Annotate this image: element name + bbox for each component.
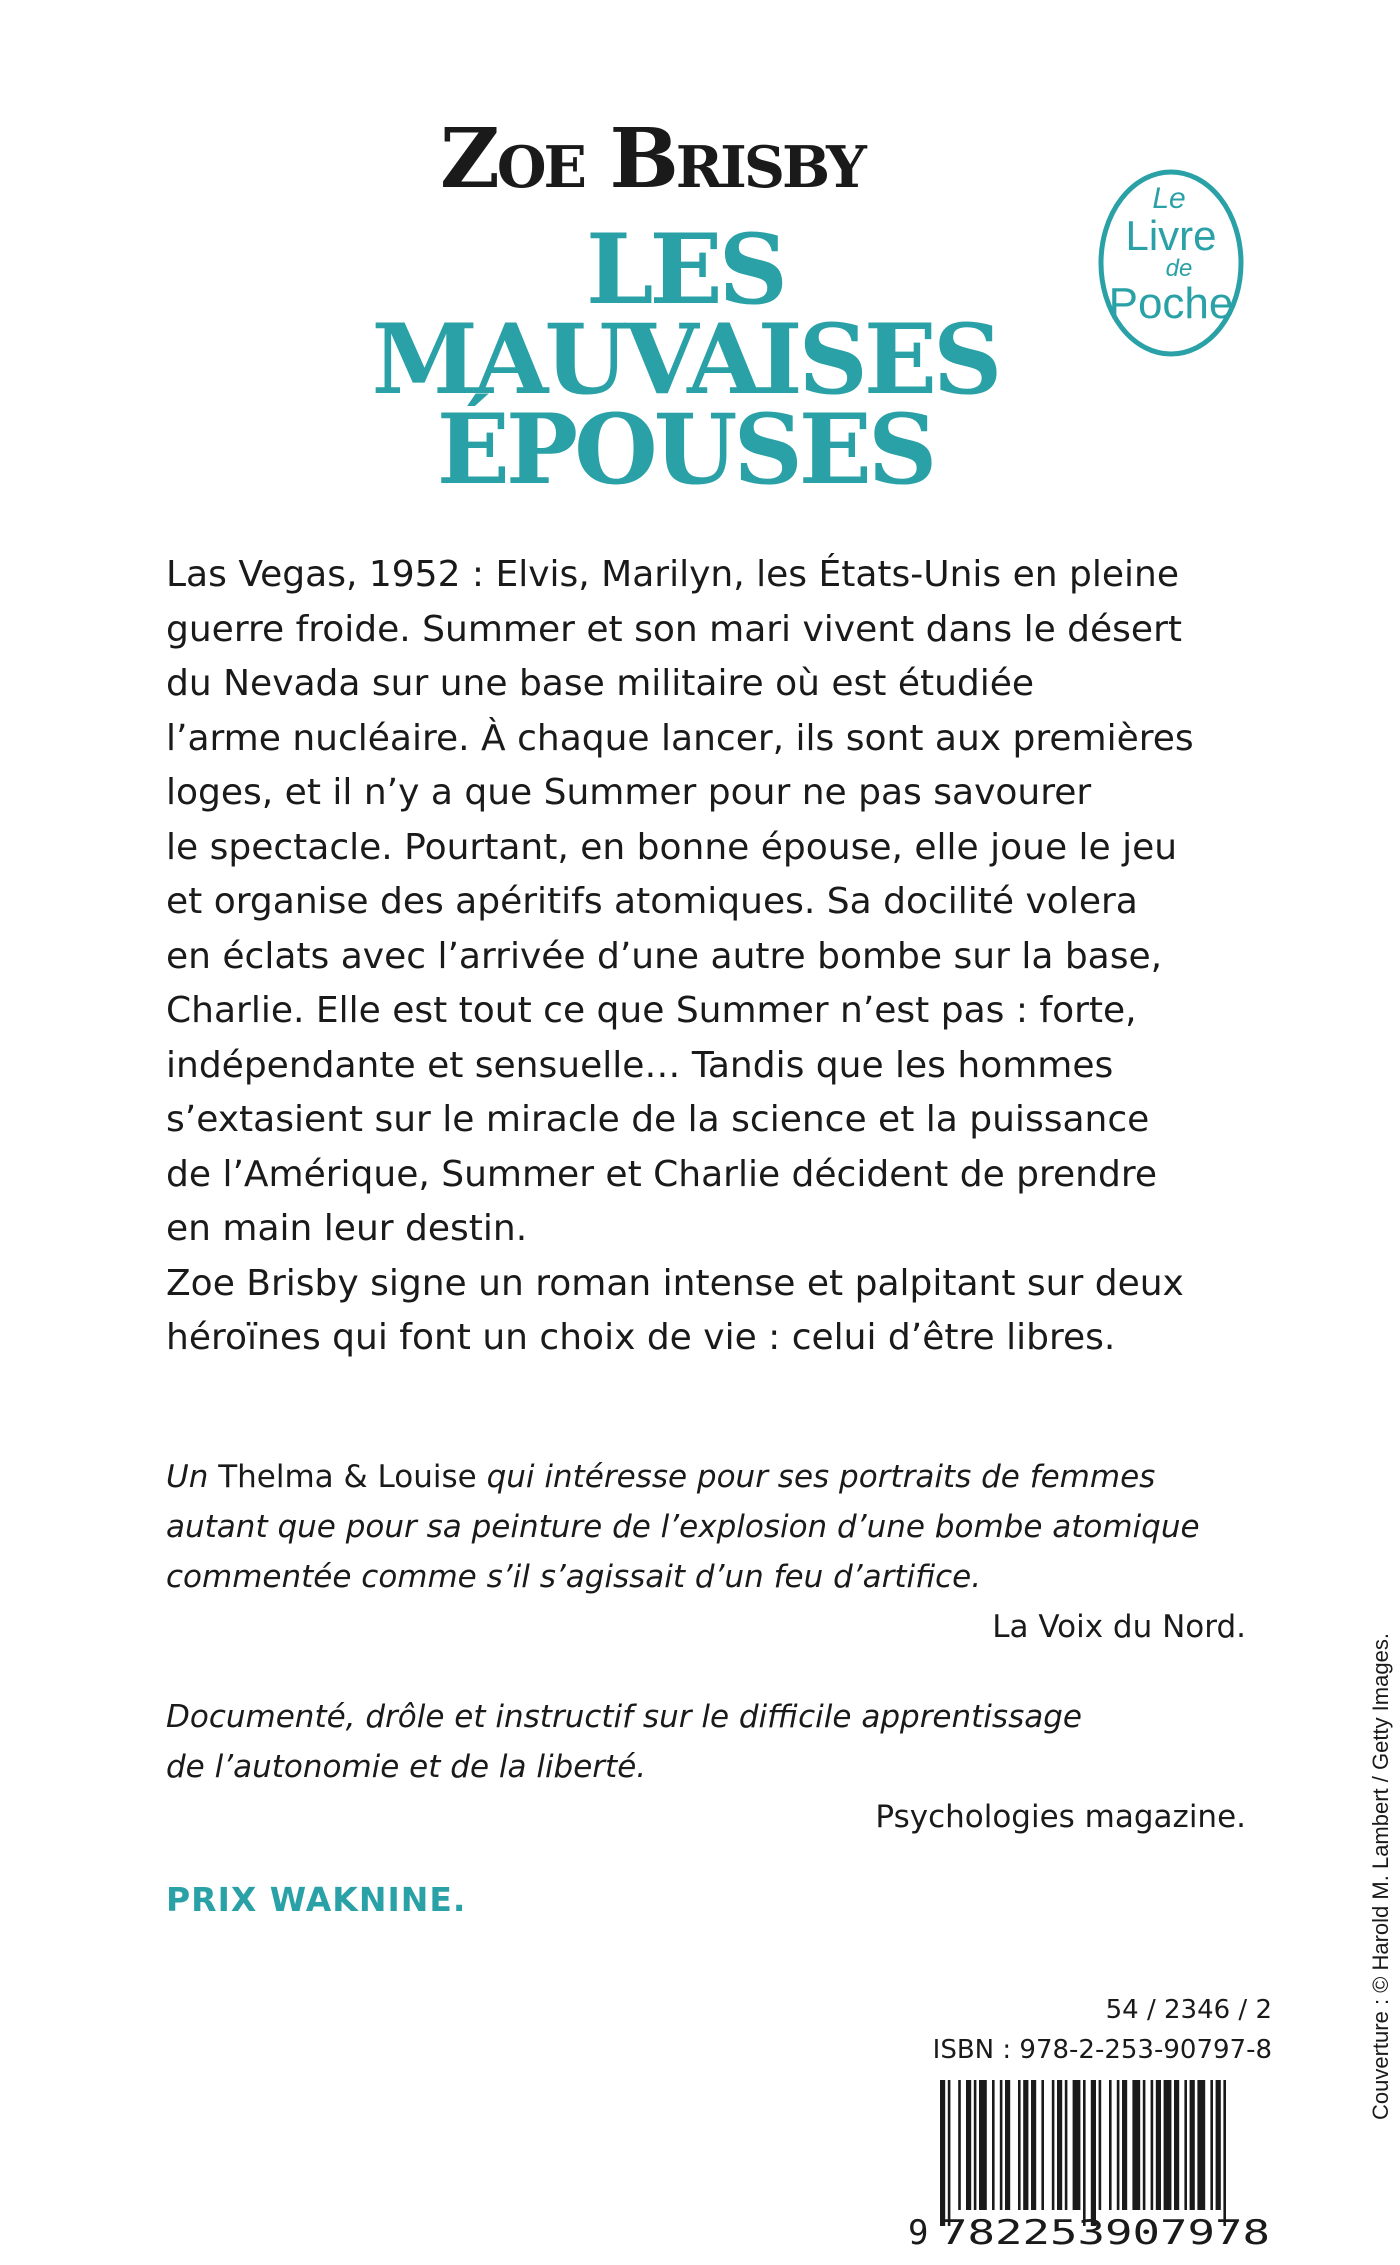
barcode-bar xyxy=(1091,2080,1096,2226)
catalog-number: 54 / 2346 / 2 xyxy=(1105,1995,1272,2025)
barcode-bar xyxy=(1216,2080,1221,2210)
barcode-bar xyxy=(1052,2080,1055,2210)
barcode-bar xyxy=(1099,2080,1102,2210)
barcode-bar xyxy=(979,2080,987,2210)
barcode-bar xyxy=(1151,2080,1154,2210)
barcode-bar xyxy=(1041,2080,1044,2210)
barcode-bar xyxy=(948,2080,951,2226)
summary-line: en main leur destin. xyxy=(166,1208,528,1249)
logo-word: Livre xyxy=(1125,212,1217,259)
barcode-bar xyxy=(1184,2080,1187,2210)
summary-line: Las Vegas, 1952 : Elvis, Marilyn, les États-Unis en pleine xyxy=(166,554,1179,595)
barcode-bar xyxy=(1057,2080,1062,2210)
summary-line: guerre froide. Summer et son mari vivent dans le désert xyxy=(166,608,1182,650)
barcode-digits: 782253907978 xyxy=(940,2213,1270,2250)
summary-line: et organise des apéritifs atomiques. Sa docilité volera xyxy=(166,881,1138,922)
summary-line: s’extasient sur le miracle de la science et la puissance xyxy=(166,1099,1150,1140)
quote-source: La Voix du Nord. xyxy=(992,1609,1246,1645)
summary-line: Zoe Brisby signe un roman intense et palpitant sur deux xyxy=(166,1262,1184,1304)
summary-line: héroïnes qui font un choix de vie : celui d’être libres. xyxy=(166,1317,1116,1358)
catalog-info xyxy=(933,1990,1272,2070)
barcode-bar xyxy=(958,2080,961,2210)
barcode-bar xyxy=(1190,2080,1195,2210)
barcode-bar xyxy=(1023,2080,1028,2210)
barcode-first-digit: 9 xyxy=(908,2213,929,2250)
author-name: Zoe Brisby xyxy=(440,111,864,207)
barcode-bar xyxy=(966,2080,971,2210)
title-line: MAUVAISES xyxy=(371,303,999,416)
barcode-bar xyxy=(974,2080,977,2210)
barcode-bar xyxy=(940,2080,945,2226)
quote-text: qui intéresse pour ses portraits de femmes xyxy=(476,1459,1156,1495)
book-title xyxy=(250,213,1120,506)
barcode-bars xyxy=(940,2080,1226,2226)
barcode-bar xyxy=(1156,2080,1161,2210)
barcode-bar xyxy=(1117,2080,1120,2210)
summary-line: de l’Amérique, Summer et Charlie décident de prendre xyxy=(166,1153,1158,1195)
barcode-bar xyxy=(1197,2080,1205,2210)
cover-credit: Couverture : © Harold M. Lambert / Getty Images. xyxy=(1368,1633,1393,2120)
title-line: LES xyxy=(586,213,784,326)
barcode-bar xyxy=(1018,2080,1021,2210)
quote-line: autant que pour sa peinture de l’explosion d’une bombe atomique xyxy=(166,1509,1200,1545)
summary-line: Charlie. Elle est tout ce que Summer n’est pas : forte, xyxy=(166,990,1137,1031)
title-line: ÉPOUSES xyxy=(436,393,934,506)
barcode-bar xyxy=(1122,2080,1127,2210)
barcode-bar xyxy=(1223,2080,1226,2226)
barcode-bar xyxy=(1065,2080,1068,2210)
logo-word: Poche xyxy=(1108,279,1234,328)
summary-line: en éclats avec l’arrivée d’une autre bombe sur la base, xyxy=(166,935,1163,977)
press-quotes xyxy=(166,1452,1246,1842)
summary-line: le spectacle. Pourtant, en bonne épouse, elle joue le jeu xyxy=(166,826,1178,868)
quote-film-title: Thelma & Louise xyxy=(218,1459,477,1495)
logo-word: de xyxy=(1165,255,1193,282)
summary-line: loges, et il n’y a que Summer pour ne pas savourer xyxy=(166,772,1092,813)
barcode-bar xyxy=(1000,2080,1003,2210)
prize-label: PRIX WAKNINE. xyxy=(166,1880,467,1919)
barcode-bar xyxy=(1164,2080,1172,2210)
quote-line: Documenté, drôle et instructif sur le difficile apprentissage xyxy=(166,1699,1082,1735)
barcode-bar xyxy=(1132,2080,1140,2210)
logo-word: Le xyxy=(1152,182,1186,215)
summary-line: indépendante et sensuelle… Tandis que les hommes xyxy=(166,1044,1114,1086)
barcode-bar xyxy=(1031,2080,1036,2210)
quote-line xyxy=(166,1452,1246,1502)
barcode-bar xyxy=(1210,2080,1213,2210)
barcode-bar xyxy=(1073,2080,1081,2210)
quote-source: Psychologies magazine. xyxy=(875,1799,1246,1835)
summary-line: du Nevada sur une base militaire où est étudiée xyxy=(166,663,1035,704)
barcode-bar xyxy=(1005,2080,1010,2210)
publisher-logo xyxy=(1097,168,1245,358)
summary-line: l’arme nucléaire. À chaque lancer, ils sont aux premières xyxy=(166,717,1194,759)
isbn-barcode xyxy=(900,2080,1280,2250)
barcode-bar xyxy=(1174,2080,1179,2210)
summary-text xyxy=(166,548,1276,1366)
barcode-bar xyxy=(992,2080,995,2210)
quote-text: Un xyxy=(166,1459,219,1495)
barcode-bar xyxy=(1083,2080,1086,2226)
isbn-text: ISBN : 978-2-253-90797-8 xyxy=(932,2035,1272,2065)
barcode-bar xyxy=(1143,2080,1146,2210)
quote-line: commentée comme s’il s’agissait d’un feu d’artifice. xyxy=(166,1559,982,1595)
barcode-bar xyxy=(1109,2080,1112,2210)
quote-line: de l’autonomie et de la liberté. xyxy=(166,1749,647,1785)
